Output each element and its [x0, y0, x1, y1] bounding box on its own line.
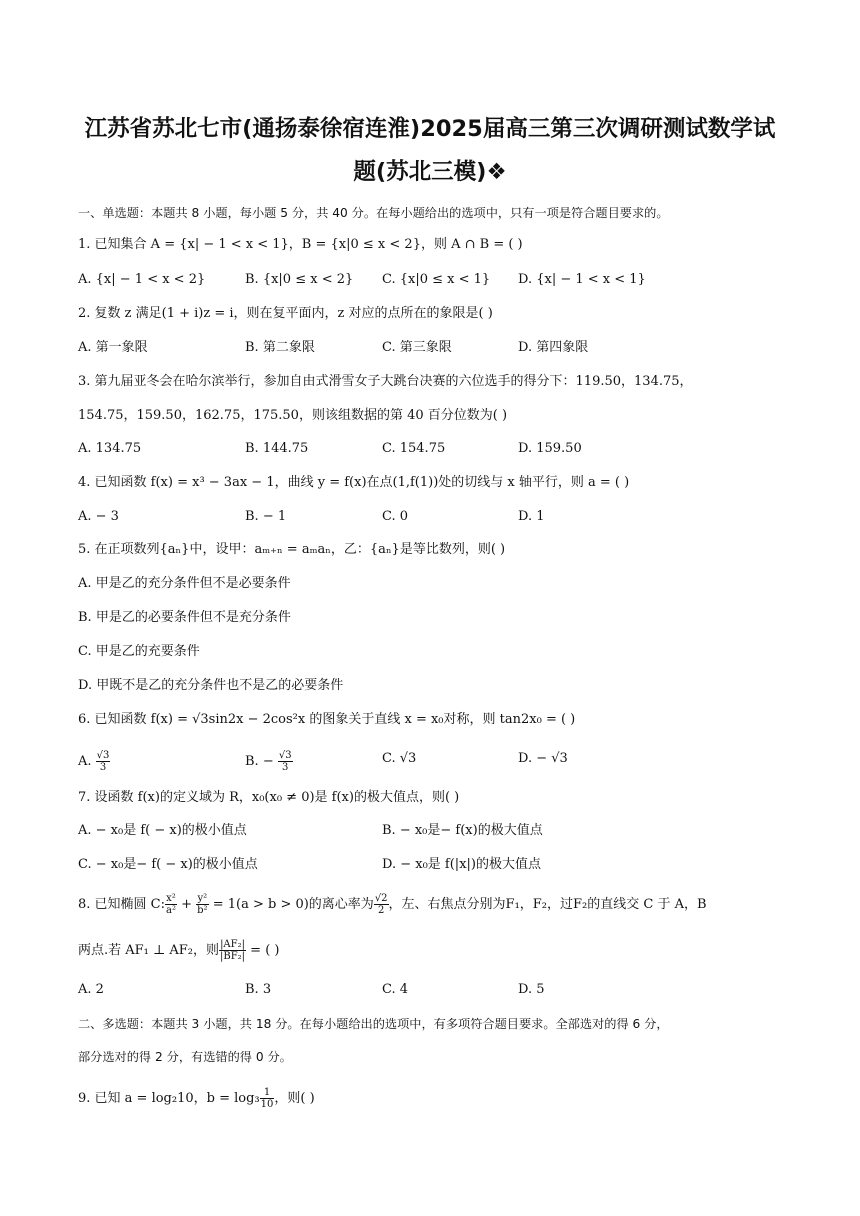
fraction — [96, 750, 111, 773]
fraction-numerator: y² — [197, 893, 208, 904]
question-5-option-d: D. 甲既不是乙的充分条件也不是乙的必要条件 — [78, 678, 344, 693]
question-2-option-c: C. 第三象限 — [382, 340, 452, 355]
fraction-numerator: x² — [166, 893, 176, 904]
question-5-option-c: C. 甲是乙的充要条件 — [78, 644, 200, 659]
question-1-option-b: B. {x|0 ≤ x < 2} — [245, 272, 354, 287]
option-a-prefix: A. — [78, 754, 96, 769]
fraction-1-10 — [260, 1087, 275, 1110]
question-4-option-a: A. − 3 — [78, 509, 119, 524]
question-2-stem: 2. 复数 z 满足(1 + i)z = i，则在复平面内，z 对应的点所在的象限是( ) — [78, 306, 493, 321]
question-1-option-c: C. {x|0 ≤ x < 1} — [382, 272, 491, 287]
fraction-af2-bf2 — [219, 939, 246, 962]
question-6-option-d: D. − √3 — [518, 751, 568, 766]
fraction-denominator: b² — [197, 905, 208, 916]
question-7-option-a: A. − x₀是 f( − x)的极小值点 — [78, 823, 247, 838]
question-3-option-b: B. 144.75 — [245, 441, 309, 456]
question-8-option-a: A. 2 — [78, 982, 104, 997]
question-3-option-c: C. 154.75 — [382, 441, 446, 456]
question-6-option-a — [78, 750, 110, 773]
question-5-option-b: B. 甲是乙的必要条件但不是充分条件 — [78, 610, 291, 625]
question-3-stem-line-2: 154.75，159.50，162.75，175.50，则该组数据的第 40 百分位数为( ) — [78, 408, 508, 423]
question-1-option-a: A. {x| − 1 < x < 2} — [78, 272, 206, 287]
question-2-option-d: D. 第四象限 — [518, 340, 589, 355]
option-b-prefix: B. − — [245, 754, 278, 769]
question-8-stem-line-2 — [78, 939, 279, 962]
fraction-denominator: a² — [166, 905, 176, 916]
fraction-denominator: 3 — [99, 762, 107, 773]
fraction-denominator: 3 — [282, 762, 289, 773]
question-1-stem: 1. 已知集合 A = {x| − 1 < x < 1}，B = {x|0 ≤ x < 2}，则 A ∩ B = ( ) — [78, 237, 523, 252]
question-4-option-d: D. 1 — [518, 509, 545, 524]
question-8-option-c: C. 4 — [382, 982, 409, 997]
question-6-stem: 6. 已知函数 f(x) = √3sin2x − 2cos²x 的图象关于直线 x = x₀对称，则 tan2x₀ = ( ) — [78, 712, 576, 727]
question-3-stem-line-1: 3. 第九届亚冬会在哈尔滨举行，参加自由式滑雪女子大跳台决赛的六位选手的得分下：119.50，134.75， — [78, 374, 693, 389]
question-8-stem-line-1 — [78, 893, 707, 916]
exam-title-line-2: 题(苏北三模)❖ — [353, 159, 507, 185]
question-5-option-a: A. 甲是乙的充分条件但不是必要条件 — [78, 576, 291, 591]
q8-stem2-part-a: 两点.若 AF₁ ⊥ AF₂，则 — [78, 943, 219, 958]
question-4-option-b: B. − 1 — [245, 509, 287, 524]
q8-stem-part-c: ，左、右焦点分别为F₁，F₂，过F₂的直线交 C 于 A，B — [388, 897, 707, 912]
question-6-option-b — [245, 750, 293, 773]
fraction-denominator: |BF₂| — [220, 951, 246, 962]
question-3-option-d: D. 159.50 — [518, 441, 582, 456]
section-2-heading-line-1: 二、多选题：本题共 3 小题，共 18 分。在每小题给出的选项中，有多项符合题目要求。全部选对的得 6 分， — [78, 1017, 669, 1031]
question-3-option-a: A. 134.75 — [78, 441, 142, 456]
q8-stem-part-b: = 1(a > b > 0)的离心率为 — [208, 897, 374, 912]
fraction-numerator: 1 — [260, 1087, 275, 1099]
fraction-sqrt2-2 — [374, 893, 389, 916]
fraction-numerator: √3 — [96, 750, 110, 761]
question-7-option-b: B. − x₀是− f(x)的极大值点 — [382, 823, 543, 838]
exam-title-line-1: 江苏省苏北七市(通扬泰徐宿连淮)2025届高三第三次调研测试数学试 — [84, 116, 776, 142]
question-9-stem — [78, 1087, 315, 1110]
q9-stem-part-b: ，则( ) — [274, 1091, 315, 1106]
fraction-denominator: 2 — [377, 905, 385, 916]
question-8-option-d: D. 5 — [518, 982, 545, 997]
fraction-numerator: √3 — [278, 750, 292, 761]
q8-plus: + — [176, 897, 197, 912]
q8-stem-part-a: 8. 已知椭圆 C: — [78, 897, 165, 912]
fraction-denominator: 10 — [260, 1099, 274, 1110]
fraction-x2-a2 — [165, 893, 177, 916]
q8-stem2-part-b: = ( ) — [246, 943, 280, 958]
question-2-option-a: A. 第一象限 — [78, 340, 148, 355]
question-7-option-c: C. − x₀是− f( − x)的极小值点 — [78, 857, 258, 872]
fraction-y2-b2 — [196, 893, 208, 916]
fraction — [278, 750, 293, 773]
section-1-heading: 一、单选题：本题共 8 小题，每小题 5 分，共 40 分。在每小题给出的选项中，只有一项是符合题目要求的。 — [78, 206, 669, 220]
question-4-stem: 4. 已知函数 f(x) = x³ − 3ax − 1，曲线 y = f(x)在点(1,f(1))处的切线与 x 轴平行，则 a = ( ) — [78, 475, 630, 490]
question-2-option-b: B. 第二象限 — [245, 340, 315, 355]
question-5-stem: 5. 在正项数列{aₙ}中，设甲：aₘ₊ₙ = aₘaₙ，乙：{aₙ}是等比数列，则( ) — [78, 542, 506, 557]
question-1-option-d: D. {x| − 1 < x < 1} — [518, 272, 646, 287]
question-7-option-d: D. − x₀是 f(|x|)的极大值点 — [382, 857, 541, 872]
fraction-numerator: √2 — [374, 893, 388, 904]
question-4-option-c: C. 0 — [382, 509, 409, 524]
fraction-numerator: |AF₂| — [220, 939, 245, 950]
question-8-option-b: B. 3 — [245, 982, 272, 997]
q9-stem-part-a: 9. 已知 a = log₂10，b = log₃ — [78, 1091, 260, 1106]
section-2-heading-line-2: 部分选对的得 2 分，有选错的得 0 分。 — [78, 1050, 292, 1064]
question-7-stem: 7. 设函数 f(x)的定义域为 R，x₀(x₀ ≠ 0)是 f(x)的极大值点，则( ) — [78, 790, 460, 805]
question-6-option-c: C. √3 — [382, 751, 417, 766]
